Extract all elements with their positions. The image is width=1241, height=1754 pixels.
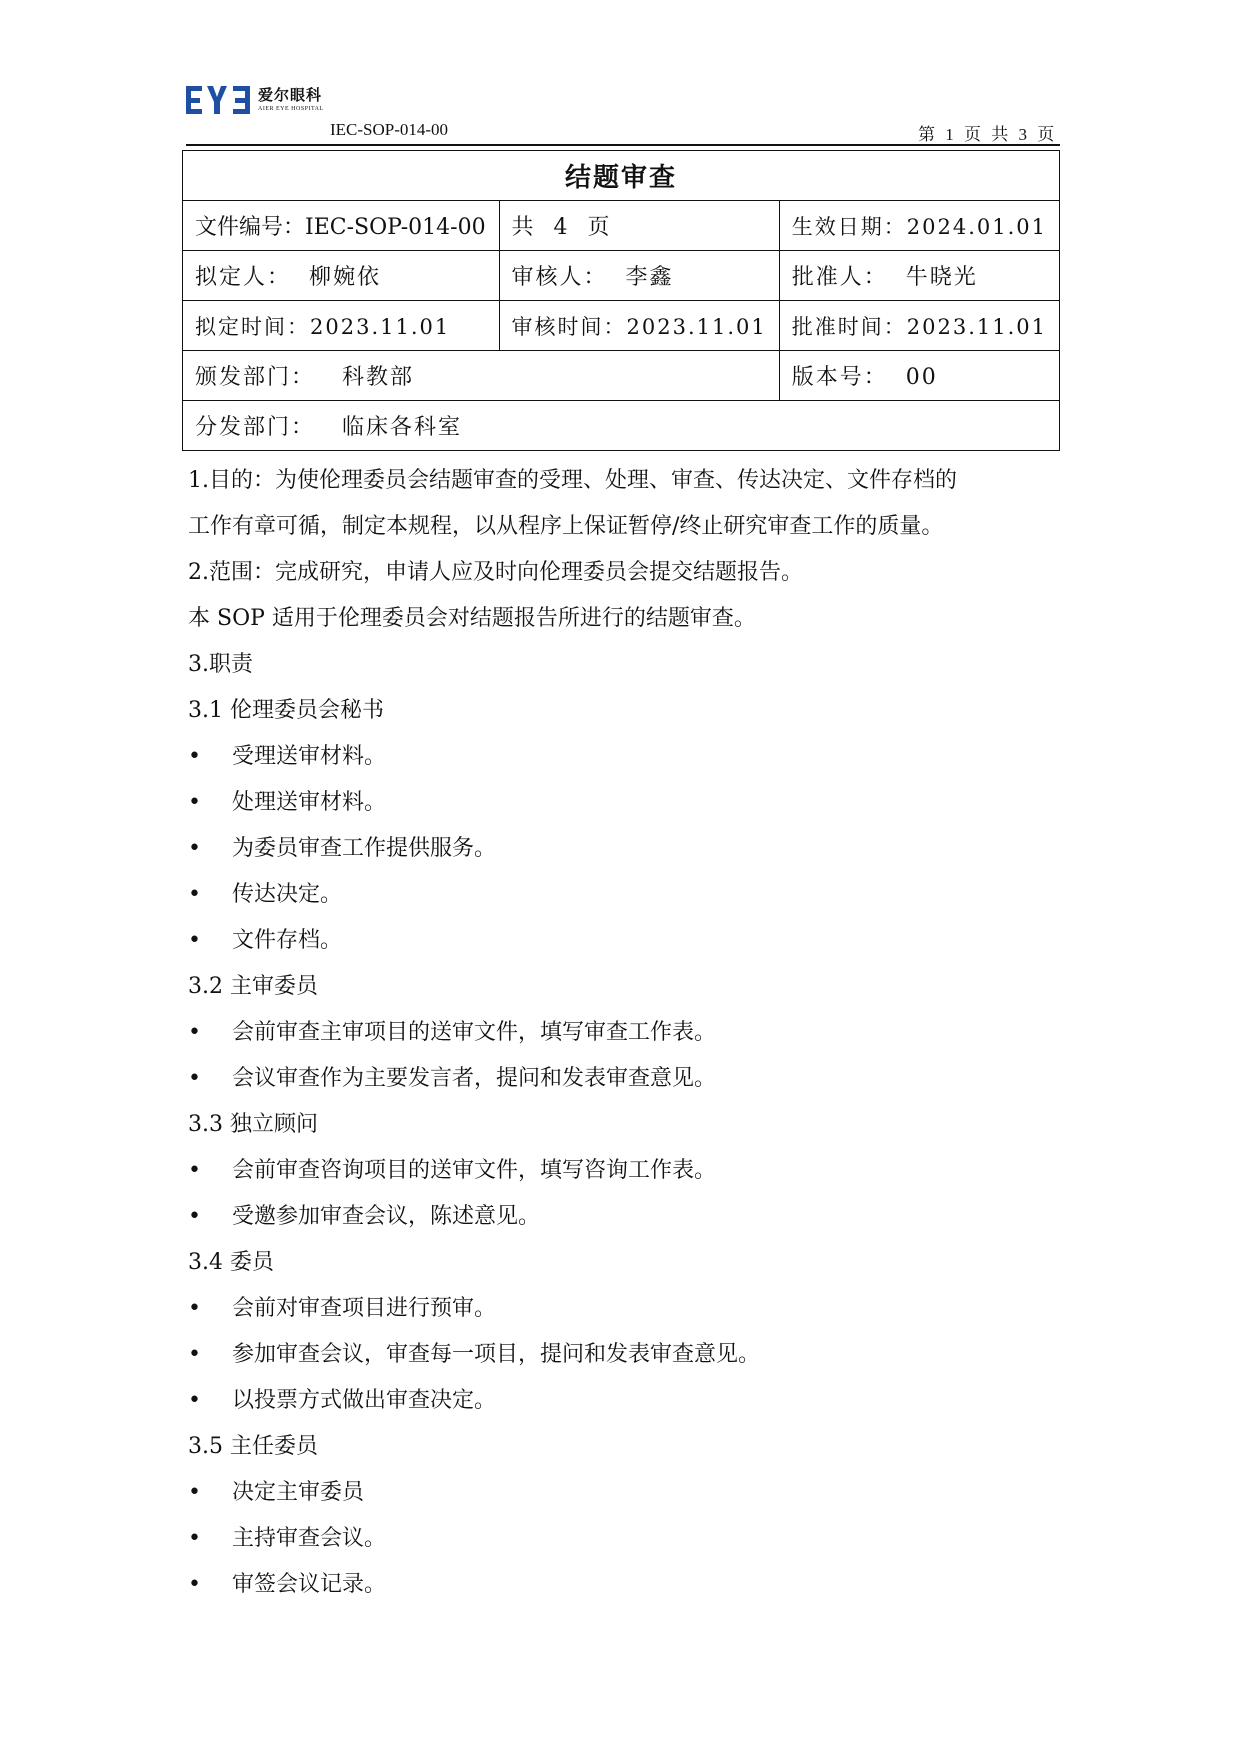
list-item: • 以投票方式做出审查决定。: [188, 1378, 1060, 1424]
list-item: • 会议审查作为主要发言者，提问和发表审查意见。: [188, 1056, 1060, 1102]
page-count-cell: 共 4 页: [499, 201, 779, 251]
list-item: • 会前审查咨询项目的送审文件，填写咨询工作表。: [188, 1148, 1060, 1194]
bullet-icon: •: [188, 1572, 201, 1597]
list-item: • 会前审查主审项目的送审文件，填写审查工作表。: [188, 1010, 1060, 1056]
bullet-icon: •: [188, 1204, 201, 1229]
list-item: • 传达决定。: [188, 872, 1060, 918]
bullet-icon: •: [188, 1526, 201, 1551]
duty-heading: 3.职责: [188, 652, 253, 677]
hospital-logo: [186, 84, 324, 116]
bullet-icon: •: [188, 1020, 201, 1045]
scope-line-1: 2.范围：完成研究，申请人应及时向伦理委员会提交结题报告。: [188, 560, 803, 585]
section-heading: 3.5 主任委员: [188, 1434, 318, 1459]
approve-time-cell: 批准时间：2023.11.01: [779, 301, 1059, 351]
list-item: • 会前对审查项目进行预审。: [188, 1286, 1060, 1332]
bullet-icon: •: [188, 1342, 201, 1367]
section-heading: 3.3 独立顾问: [188, 1112, 318, 1137]
list-item: • 文件存档。: [188, 918, 1060, 964]
reviewer-cell: 审核人： 李鑫: [499, 251, 779, 301]
bullet-icon: •: [188, 836, 201, 861]
bullet-icon: •: [188, 1158, 201, 1183]
approver-cell: 批准人： 牛晓光: [779, 251, 1059, 301]
bullet-icon: •: [188, 882, 201, 907]
header-page-info: 第 1 页 共 3 页: [918, 125, 1056, 144]
list-item: • 处理送审材料。: [188, 780, 1060, 826]
review-time-cell: 审核时间：2023.11.01: [499, 301, 779, 351]
bullet-icon: •: [188, 744, 201, 769]
section-heading: 3.4 委员: [188, 1250, 274, 1275]
logo-english-name: AIER EYE HOSPITAL: [258, 106, 324, 112]
list-item: • 参加审查会议，审查每一项目，提问和发表审查意见。: [188, 1332, 1060, 1378]
drafter-cell: 拟定人： 柳婉依: [183, 251, 500, 301]
draft-time-cell: 拟定时间：2023.11.01: [183, 301, 500, 351]
header-doc-code: IEC-SOP-014-00: [330, 120, 449, 139]
bullet-icon: •: [188, 790, 201, 815]
document-body: [188, 458, 1060, 1608]
list-item: • 受邀参加审查会议，陈述意见。: [188, 1194, 1060, 1240]
list-item: • 为委员审查工作提供服务。: [188, 826, 1060, 872]
eye-logo-icon: [186, 84, 250, 116]
purpose-line-1: 1.目的：为使伦理委员会结题审查的受理、处理、审查、传达决定、文件存档的: [188, 468, 957, 493]
bullet-icon: •: [188, 928, 201, 953]
issue-department-cell: 颁发部门： 科教部: [183, 351, 780, 401]
effective-date-cell: 生效日期：2024.01.01: [779, 201, 1059, 251]
logo-chinese-name: 爱尔眼科: [258, 86, 323, 104]
version-cell: 版本号： 00: [779, 351, 1059, 401]
file-number-cell: 文件编号：IEC-SOP-014-00: [183, 201, 500, 251]
purpose-line-2: 工作有章可循，制定本规程，以从程序上保证暂停/终止研究审查工作的质量。: [188, 514, 944, 539]
list-item: • 受理送审材料。: [188, 734, 1060, 780]
scope-line-2: 本 SOP 适用于伦理委员会对结题报告所进行的结题审查。: [188, 606, 756, 631]
header-divider: [186, 144, 1060, 146]
document-title: 结题审查: [183, 151, 1060, 201]
distribution-department-cell: 分发部门： 临床各科室: [183, 401, 1060, 451]
bullet-icon: •: [188, 1388, 201, 1413]
section-heading: 3.2 主审委员: [188, 974, 318, 999]
list-item: • 主持审查会议。: [188, 1516, 1060, 1562]
list-item: • 决定主审委员: [188, 1470, 1060, 1516]
bullet-icon: •: [188, 1066, 201, 1091]
bullet-icon: •: [188, 1480, 201, 1505]
bullet-icon: •: [188, 1296, 201, 1321]
list-item: • 审签会议记录。: [188, 1562, 1060, 1608]
section-heading: 3.1 伦理委员会秘书: [188, 698, 384, 723]
document-info-table: [182, 150, 1060, 451]
